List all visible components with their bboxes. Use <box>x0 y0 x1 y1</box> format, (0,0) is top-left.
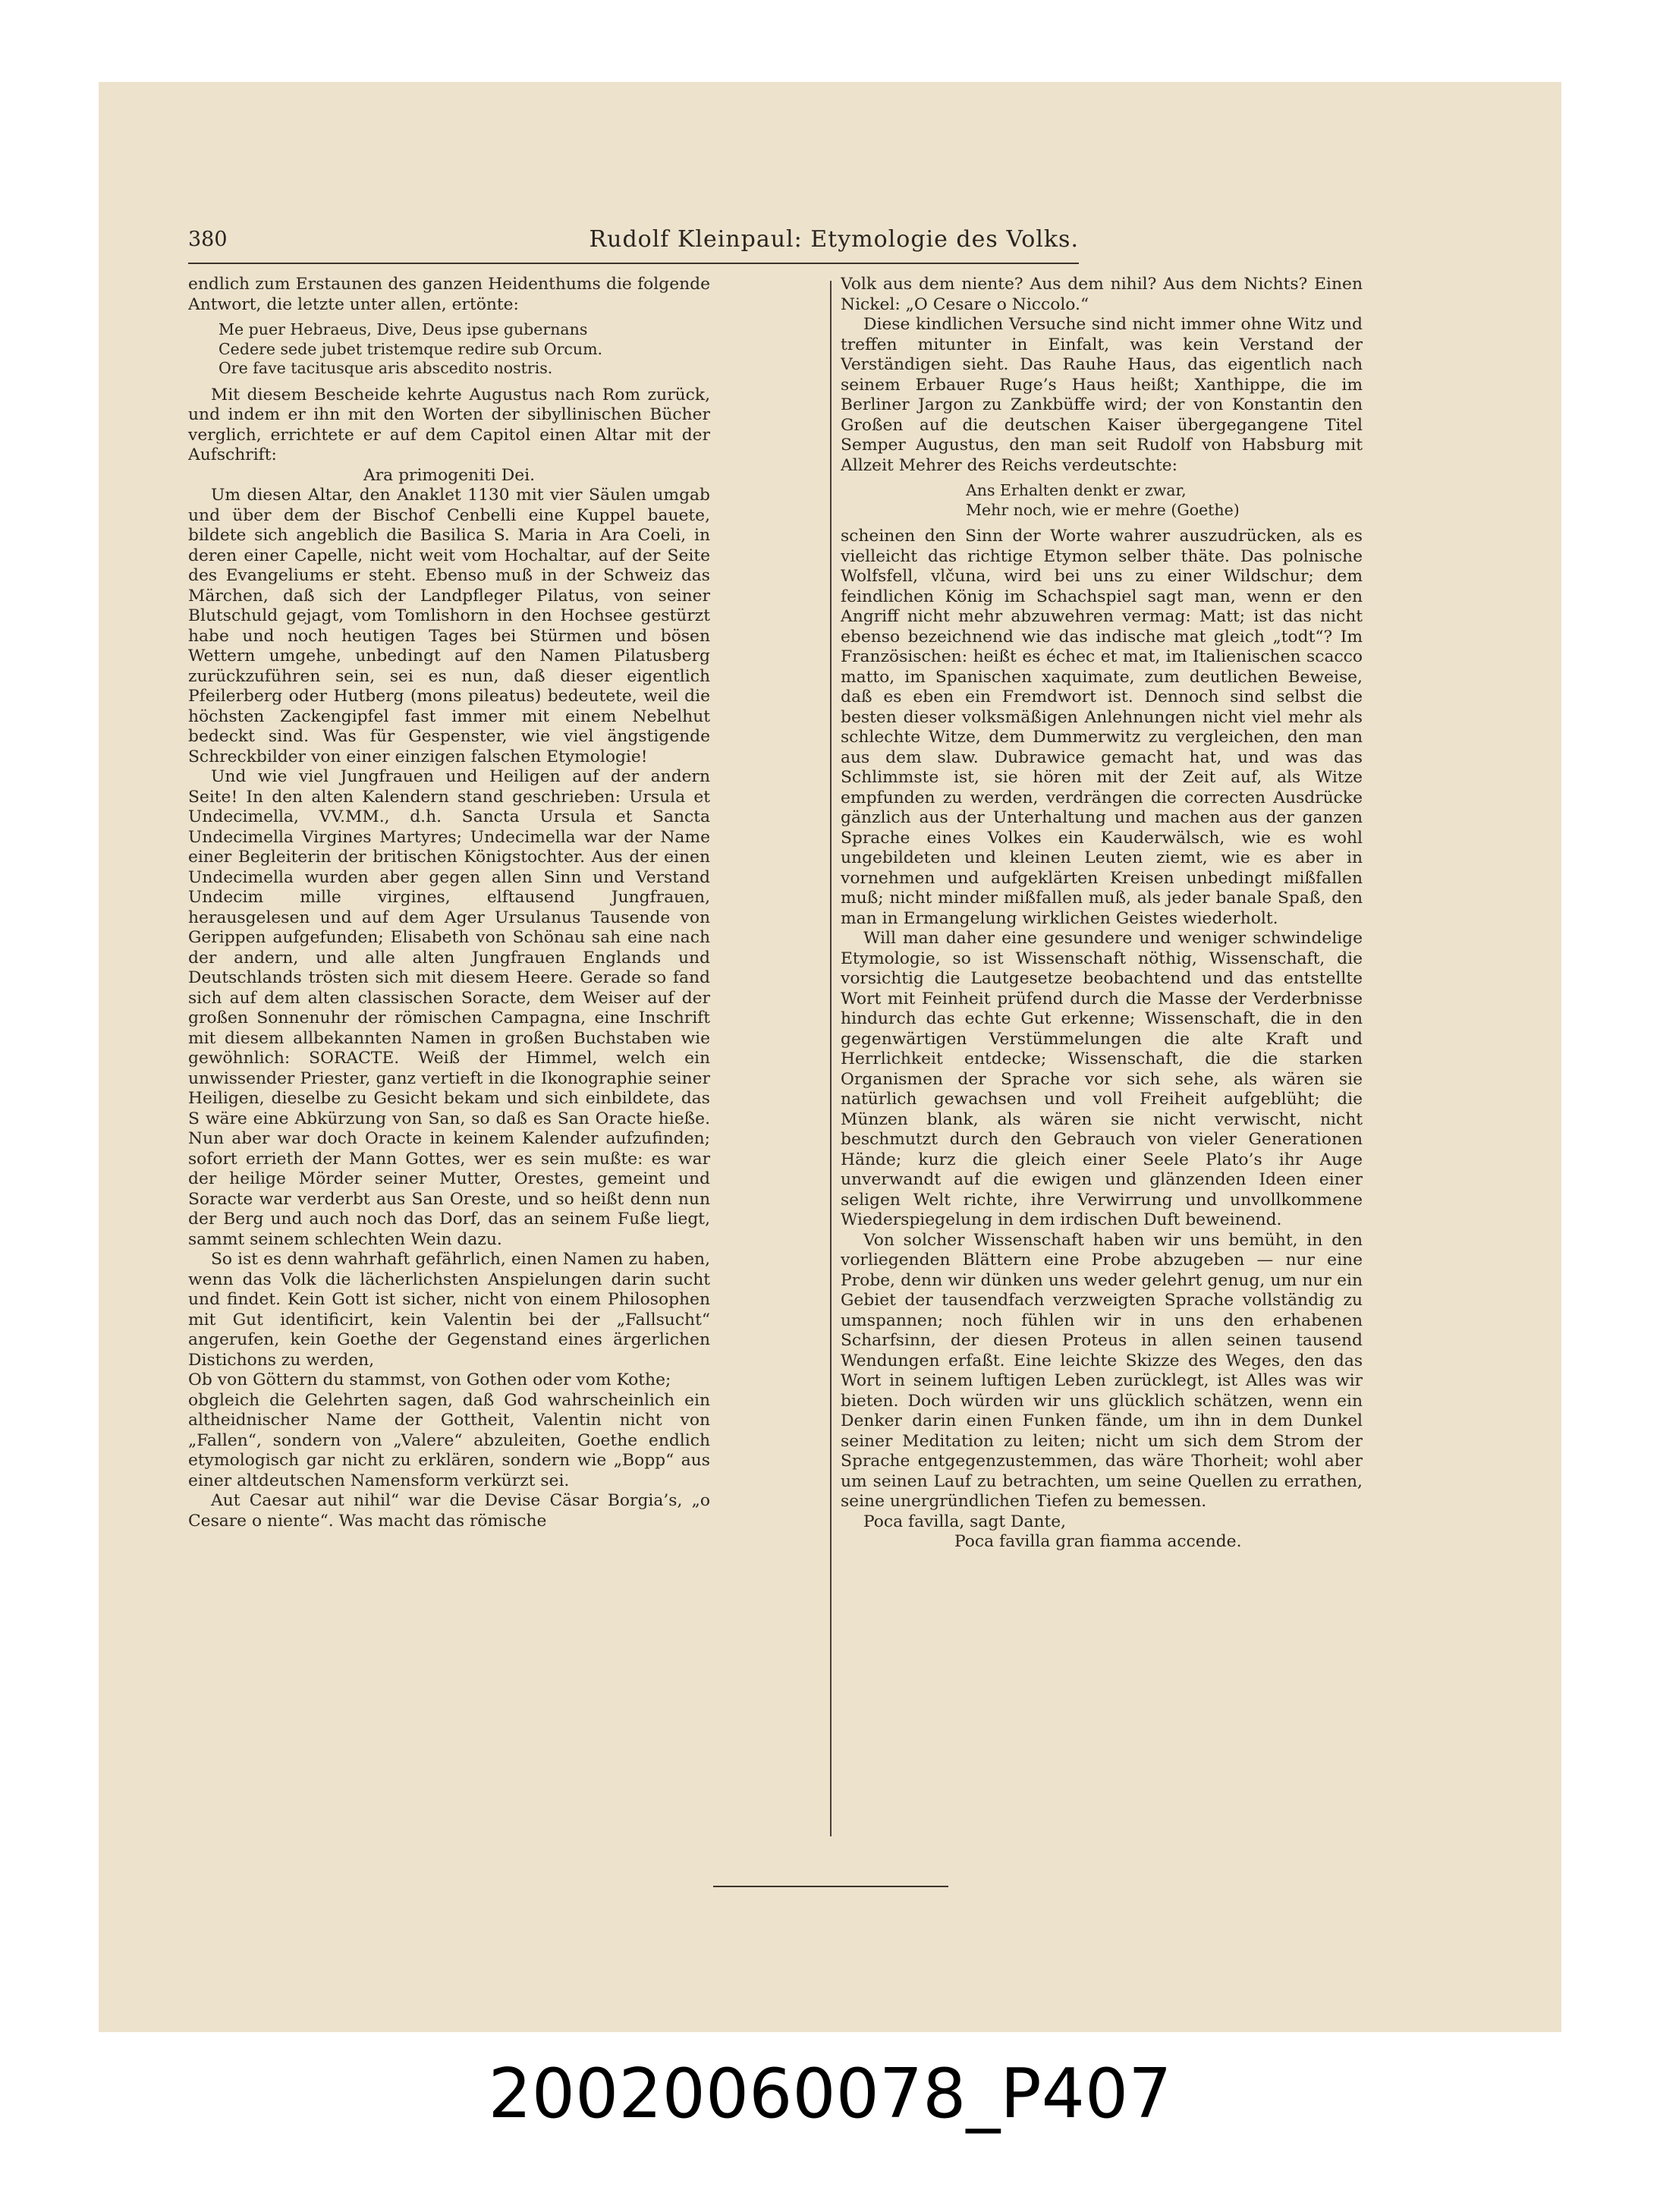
catalog-number: 20020060078_P407 <box>488 2054 1172 2134</box>
paragraph: endlich zum Erstaunen des ganzen Heidenthums die folgende Antwort, die letzte unter allen, ertönte: <box>188 275 710 314</box>
paragraph: obgleich die Gelehrten sagen, daß God wahrscheinlich ein altheidnischer Name der Gottheit, Valentin nicht von „Fallen“, sondern von „Valere“ abzuleiten, Goethe endlich etymologisch gar nicht zu erklären, sondern wie „Bopp“ aus einer altdeutschen Namensform verkürzt sei. <box>188 1390 710 1490</box>
paragraph: Von solcher Wissenschaft haben wir uns bemüht, in den vorliegenden Blättern eine Probe abzugeben — nur eine Probe, denn wir dünken uns weder gelehrt genug, um nur ein Gebiet der tausendfach verzweigten Sprache vollständig zu umspannen; noch fühlen wir in uns den erhabenen Scharfsinn, der diesen Proteus in allen seinen tausend Wendungen erfaßt. Eine leichte Skizze des Weges, den das Wort in seinem luftigen Leben zurücklegt, ist Alles was wir bieten. Doch würden wir uns glücklich schätzen, wenn ein Denker darin einen Funken fände, um ihn in dem Dunkel seiner Meditation zu leiten; nicht um sich dem Strom der Sprache entgegenzustemmen, das wäre Thorheit; wohl aber um seinen Lauf zu betrachten, um seine Quellen zu errathen, seine unergründlichen Tiefen zu bemessen. <box>841 1230 1363 1511</box>
dante-quote: Poca favilla gran fiamma accende. <box>954 1532 1242 1551</box>
paragraph: So ist es denn wahrhaft gefährlich, einen Namen zu haben, wenn das Volk die lächerlichsten Anspielungen darin sucht und findet. Kein Gott ist sicher, nicht von einem Philosophen mit Gut identificirt, kein Valentin bei der „Fallsucht“ angerufen, kein Goethe der Gegenstand eines ärgerlichen Distichons zu werden, <box>188 1250 710 1370</box>
end-rule <box>713 1886 948 1887</box>
paragraph: scheinen den Sinn der Worte wahrer auszudrücken, als es vielleicht das richtige Etymon selber thäte. Das polnische Wolfsfell, vlčuna, wird bei uns zu einer Wildschur; dem feindlichen König im Schachspiel sagt man, wenn er den Angriff nicht mehr abzuwehren vermag: Matt; ist das nicht ebenso bezeichnend wie das indische mat gleich „todt“? Im Französischen: heißt es échec et mat, im Italienischen scacco matto, im Spanischen xaquimate, zum deutlichen Beweise, daß es eben ein Fremdwort ist. Dennoch sind selbst die besten dieser volksmäßigen Anlehnungen nicht viel mehr als schlechte Witze, dem Dummerwitz zu vergleichen, den man aus dem slaw. Dubrawice gemacht hat, und was das Schlimmste ist, sie hören mit der Zeit auf, als Witze empfunden zu werden, verdrängen die correcten Ausdrücke gänzlich aus der Unterhaltung und machen aus der ganzen Sprache eines Volkes ein Kauderwälsch, wie es wohl ungebildeten und kleinen Leuten ziemt, wie es aber in vornehmen und aufgeklärten Kreisen unbedingt mißfallen muß; nicht minder mißfallen muß, als jeder banale Spaß, den man in Ermangelung wirklichen Geistes wiederholt. <box>841 527 1363 928</box>
verse-line: Cedere sede jubet tristemque redire sub Orcum. <box>219 339 603 358</box>
verse-line: Me puer Hebraeus, Dive, Deus ipse gubernans <box>219 320 588 338</box>
verse-line: Ans Erhalten denkt er zwar, <box>966 481 1187 499</box>
goethe-verse <box>841 481 1363 520</box>
paragraph: Und wie viel Jungfrauen und Heiligen auf der andern Seite! In den alten Kalendern stand geschrieben: Ursula et Undecimella, VV.MM., d.h. Sancta Ursula et Sancta Undecimella Virgines Martyres; Undecimella war der Name einer Begleiterin der britischen Königstochter. Aus der einen Undecimella wurden aber gegen allen Sinn und Verstand Undecim mille virgines, elftausend Jungfrauen, herausgelesen und auf dem Ager Ursulanus Tausende von Gerippen aufgefunden; Elisabeth von Schönau sah eine nach der andern, und alle alten Jungfrauen Englands und Deutschlands trösten sich mit diesem Heere. Gerade so fand sich auf dem alten classischen Soracte, dem Weiser auf der großen Sonnenuhr der römischen Campagna, eine Inschrift mit diesem allbekannten Namen in großen Buchstaben wie gewöhnlich: SORACTE. Weiß der Himmel, welch ein unwissender Priester, ganz vertieft in die Ikonographie seiner Heiligen, dieselbe zu Gesicht bekam und sich einbildete, das S wäre eine Abkürzung von San, so daß es San Oracte hieße. Nun aber war doch Oracte in keinem Kalender aufzufinden; sofort errieth der Mann Gottes, wer es sein mußte: es war der heilige Mörder seiner Mutter, Orestes, gemeint und Soracte war verderbt aus San Oreste, und so heißt denn nun der Berg und auch noch das Dorf, das an seinem Fuße liegt, sammt seinem schlechten Wein dazu. <box>188 767 710 1249</box>
page-number: 380 <box>188 228 228 251</box>
paragraph: Will man daher eine gesundere und weniger schwindelige Etymologie, so ist Wissenschaft nöthig, Wissenschaft, die vorsichtig die Lautgesetze beobachtend und das entstellte Wort mit Feinheit prüfend durch die Masse der Verderbnisse hindurch das echte Gut erkenne; Wissenschaft, die in den gegenwärtigen Verstümmelungen die alte Kraft und Herrlichkeit entdecke; Wissenschaft, die die starken Organismen der Sprache vor sich sehe, als wären sie natürlich gewachsen und voll Freiheit aufgeblüht; die Münzen blank, als wären sie nicht verwischt, nicht beschmutzt durch den Gebrauch von vieler Generationen Hände; kurz die gleich einer Seele Plato’s ihr Auge unverwandt auf die ewigen und glänzenden Ideen einer seligen Welt richte, ihre Verwirrung und unvollkommene Wiederspiegelung in dem irdischen Duft beweinend. <box>841 929 1363 1229</box>
paragraph: Mit diesem Bescheide kehrte Augustus nach Rom zurück, und indem er ihn mit den Worten der sibyllinischen Bücher verglich, errichtete er auf dem Capitol einen Altar mit der Aufschrift: <box>188 385 710 464</box>
paragraph: Diese kindlichen Versuche sind nicht immer ohne Witz und treffen mitunter in Einfalt, was kein Verstand der Verständigen sieht. Das Rauhe Haus, das eigentlich nach seinem Erbauer Ruge’s Haus heißt; Xanthippe, die im Berliner Jargon zu Zankbüffe wird; der von Konstantin den Großen auf die deutschen Kaiser übergegangene Titel Semper Augustus, den man seit Rudolf von Habsburg mit Allzeit Mehrer des Reichs verdeutschte: <box>841 315 1363 475</box>
running-title: Rudolf Kleinpaul: Etymologie des Volks. <box>589 226 1079 253</box>
paragraph: Um diesen Altar, den Anaklet 1130 mit vier Säulen umgab und über dem der Bischof Cenbelli eine Kuppel bauete, bildete sich angeblich die Basilica S. Maria in Ara Coeli, in deren einer Capelle, nicht weit vom Hochaltar, auf der Seite des Evangeliums er steht. Ebenso muß in der Schweiz das Märchen, daß sich der Landpfleger Pilatus, von seiner Blutschuld gejagt, vom Tomlishorn in den Hochsee gestürzt habe und noch heutigen Tages bei Stürmen und bösen Wettern umgehe, unbedingt auf den Namen Pilatusberg zurückzuführen sein, sei es nun, daß dieser eigentlich Pfeilerberg oder Hutberg (mons pileatus) bedeutete, weil die höchsten Zackengipfel fast immer mit einem Nebelhut bedeckt sind. Was für Gespenster, wie viel ängstigende Schreckbilder von einer einzigen falschen Etymologie! <box>188 486 710 766</box>
paragraph: Aut Caesar aut nihil“ war die Devise Cäsar Borgia’s, „o Cesare o niente“. Was macht das römische <box>188 1491 710 1531</box>
verse-line: Mehr noch, wie er mehre (Goethe) <box>966 500 1240 519</box>
page-header <box>188 225 1079 258</box>
column-divider <box>830 281 832 1836</box>
verse-quote: Ob von Göttern du stammst, von Gothen oder vom Kothe; <box>188 1370 671 1389</box>
altar-inscription: Ara primogeniti Dei. <box>363 465 535 485</box>
verse-line: Ore fave tacitusque aris abscedito nostris. <box>219 359 553 377</box>
header-rule <box>188 263 1079 264</box>
text-column-right <box>841 275 1363 1845</box>
paragraph: Poca favilla, sagt Dante, <box>863 1512 1067 1531</box>
paragraph: Volk aus dem niente? Aus dem nihil? Aus dem Nichts? Einen Nickel: „O Cesare o Niccolo.“ <box>841 275 1363 314</box>
latin-verse <box>188 320 710 379</box>
text-column-left <box>188 275 710 1845</box>
